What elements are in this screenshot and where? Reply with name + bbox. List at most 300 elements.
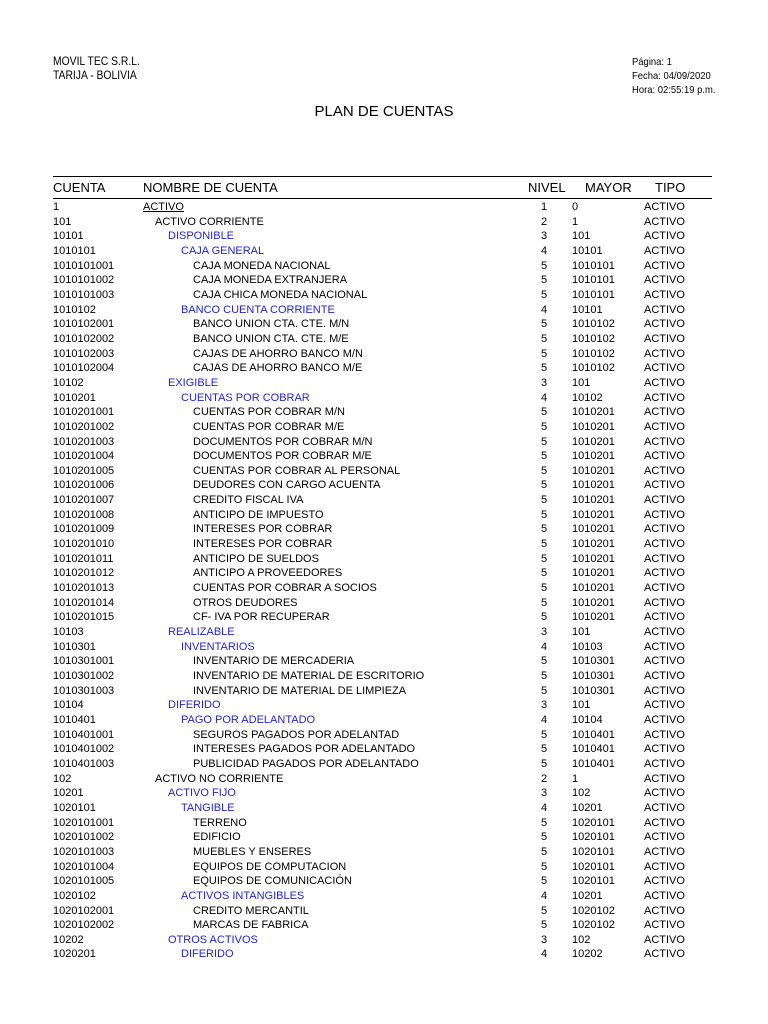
- account-level: 5: [541, 464, 548, 477]
- account-type: ACTIVO: [644, 244, 685, 257]
- account-level: 5: [541, 435, 548, 448]
- account-type: ACTIVO: [644, 332, 685, 345]
- table-row: [0, 845, 768, 860]
- account-name: MUEBLES Y ENSERES: [193, 845, 312, 858]
- accounts-table: [0, 200, 768, 962]
- account-parent: 1010102: [572, 362, 615, 375]
- table-row: [0, 816, 768, 831]
- account-level: 5: [541, 420, 548, 433]
- account-parent: 1010102: [572, 347, 615, 360]
- account-level: 4: [541, 889, 548, 902]
- account-name: CAJA CHICA MONEDA NACIONAL: [193, 288, 368, 301]
- account-type: ACTIVO: [644, 288, 685, 301]
- account-name: ACTIVOS INTANGIBLES: [181, 889, 305, 902]
- col-header-cuenta: CUENTA: [53, 180, 106, 195]
- table-row: [0, 654, 768, 669]
- account-code: 1010401: [53, 713, 96, 726]
- col-header-mayor: MAYOR: [585, 180, 632, 195]
- col-header-nivel: NIVEL: [528, 180, 566, 195]
- account-type: ACTIVO: [644, 816, 685, 829]
- account-level: 5: [541, 860, 548, 873]
- account-type: ACTIVO: [644, 435, 685, 448]
- account-code: 1010101003: [53, 288, 115, 301]
- account-level: 4: [541, 244, 548, 257]
- account-level: 5: [541, 655, 548, 668]
- account-parent: 1: [572, 772, 579, 785]
- table-row: [0, 391, 768, 406]
- account-code: 10102: [53, 376, 84, 389]
- table-row: [0, 918, 768, 933]
- account-parent: 1020101: [572, 845, 615, 858]
- account-type: ACTIVO: [644, 919, 685, 932]
- table-row: [0, 508, 768, 523]
- account-code: 1010201: [53, 391, 96, 404]
- account-parent: 10102: [572, 391, 603, 404]
- account-type: ACTIVO: [644, 728, 685, 741]
- account-parent: 1010201: [572, 464, 615, 477]
- table-row: [0, 801, 768, 816]
- account-parent: 101: [572, 376, 591, 389]
- account-code: 1020101: [53, 801, 96, 814]
- account-name: INVENTARIO DE MATERIAL DE ESCRITORIO: [193, 670, 425, 682]
- table-row: [0, 713, 768, 728]
- account-parent: 1010301: [572, 670, 615, 682]
- table-row: [0, 347, 768, 362]
- table-row: [0, 904, 768, 919]
- account-level: 5: [541, 538, 548, 551]
- account-code: 1020101003: [53, 845, 115, 858]
- account-level: 3: [541, 699, 548, 712]
- account-type: ACTIVO: [644, 860, 685, 873]
- account-name: CF- IVA POR RECUPERAR: [193, 611, 330, 624]
- account-code: 1010301001: [53, 655, 115, 668]
- account-type: ACTIVO: [644, 904, 685, 917]
- account-type: ACTIVO: [644, 655, 685, 668]
- report-meta: [632, 55, 725, 97]
- table-row: [0, 728, 768, 743]
- account-parent: 1010201: [572, 435, 615, 448]
- table-row: [0, 200, 768, 215]
- account-level: 5: [541, 670, 548, 682]
- account-name: CAJA MONEDA EXTRANJERA: [193, 274, 348, 287]
- account-code: 1010201013: [53, 582, 115, 595]
- col-header-nombre: NOMBRE DE CUENTA: [143, 180, 278, 195]
- account-type: ACTIVO: [644, 567, 685, 580]
- page-title: PLAN DE CUENTAS: [314, 103, 454, 120]
- account-type: ACTIVO: [644, 889, 685, 902]
- account-type: ACTIVO: [644, 362, 685, 375]
- account-parent: 10101: [572, 244, 603, 257]
- account-level: 5: [541, 259, 548, 272]
- header-top-rule: [53, 176, 712, 177]
- account-name: INVENTARIOS: [181, 640, 255, 653]
- account-type: ACTIVO: [644, 713, 685, 726]
- account-level: 3: [541, 787, 548, 800]
- account-code: 1020101005: [53, 875, 115, 888]
- account-level: 5: [541, 347, 548, 360]
- account-name: ACTIVO: [143, 201, 184, 213]
- account-name: TERRENO: [193, 816, 247, 829]
- table-row: [0, 464, 768, 479]
- account-level: 2: [541, 215, 548, 228]
- account-code: 1010301002: [53, 670, 115, 682]
- account-level: 5: [541, 567, 548, 580]
- table-row: [0, 361, 768, 376]
- account-code: 1010102001: [53, 318, 115, 331]
- account-name: CUENTAS POR COBRAR A SOCIOS: [193, 582, 377, 595]
- account-parent: 1010201: [572, 420, 615, 433]
- account-code: 1020102001: [53, 904, 115, 917]
- account-level: 5: [541, 479, 548, 492]
- table-row: [0, 288, 768, 303]
- table-row: [0, 522, 768, 537]
- account-level: 4: [541, 303, 548, 316]
- account-parent: 10104: [572, 713, 603, 726]
- account-code: 1010101: [53, 244, 96, 257]
- account-code: 1020101002: [53, 831, 115, 844]
- account-level: 5: [541, 332, 548, 345]
- table-row: [0, 229, 768, 244]
- account-level: 5: [541, 596, 548, 609]
- account-type: ACTIVO: [644, 845, 685, 858]
- account-level: 5: [541, 904, 548, 917]
- account-level: 5: [541, 494, 548, 507]
- account-level: 5: [541, 582, 548, 595]
- table-row: [0, 376, 768, 391]
- account-type: ACTIVO: [644, 318, 685, 331]
- account-name: CUENTAS POR COBRAR M/N: [193, 406, 345, 419]
- table-row: [0, 640, 768, 655]
- table-row: [0, 493, 768, 508]
- account-name: EQUIPOS DE COMUNICACIÓN: [193, 875, 352, 888]
- account-code: 1010201005: [53, 464, 115, 477]
- account-name: DOCUMENTOS POR COBRAR M/E: [193, 450, 372, 463]
- account-level: 5: [541, 831, 548, 844]
- account-type: ACTIVO: [644, 787, 685, 800]
- column-headers: [0, 180, 768, 196]
- account-level: 1: [541, 201, 548, 213]
- account-code: 1010101001: [53, 259, 115, 272]
- table-row: [0, 420, 768, 435]
- account-type: ACTIVO: [644, 376, 685, 389]
- account-parent: 102: [572, 787, 591, 800]
- account-type: ACTIVO: [644, 611, 685, 624]
- account-type: ACTIVO: [644, 420, 685, 433]
- col-header-tipo: TIPO: [655, 180, 686, 195]
- table-row: [0, 244, 768, 259]
- table-row: [0, 273, 768, 288]
- account-level: 3: [541, 376, 548, 389]
- account-level: 3: [541, 933, 548, 946]
- account-code: 10101: [53, 230, 84, 243]
- account-parent: 1010401: [572, 757, 615, 770]
- account-parent: 1010201: [572, 611, 615, 624]
- account-parent: 1010101: [572, 274, 615, 287]
- account-level: 5: [541, 919, 548, 932]
- account-type: ACTIVO: [644, 875, 685, 888]
- account-name: MARCAS DE FABRICA: [193, 919, 309, 932]
- account-type: ACTIVO: [644, 406, 685, 419]
- account-parent: 1010401: [572, 743, 615, 756]
- account-level: 5: [541, 743, 548, 756]
- account-level: 5: [541, 875, 548, 888]
- table-row: [0, 684, 768, 699]
- account-code: 1010201014: [53, 596, 115, 609]
- account-name: INVENTARIO DE MATERIAL DE LIMPIEZA: [193, 684, 407, 697]
- account-type: ACTIVO: [644, 596, 685, 609]
- account-level: 5: [541, 450, 548, 463]
- account-code: 1010201012: [53, 567, 115, 580]
- account-name: CREDITO MERCANTIL: [193, 904, 309, 917]
- account-code: 1010201004: [53, 450, 115, 463]
- account-name: OTROS DEUDORES: [193, 596, 298, 609]
- account-type: ACTIVO: [644, 347, 685, 360]
- account-code: 1020102: [53, 889, 96, 902]
- account-parent: 1010301: [572, 655, 615, 668]
- account-parent: 1010201: [572, 538, 615, 551]
- table-row: [0, 596, 768, 611]
- account-name: ACTIVO FIJO: [168, 787, 236, 800]
- account-parent: 101: [572, 230, 591, 243]
- account-name: INTERESES PAGADOS POR ADELANTADO: [193, 743, 416, 756]
- account-parent: 1020101: [572, 875, 615, 888]
- account-type: ACTIVO: [644, 552, 685, 565]
- account-level: 5: [541, 362, 548, 375]
- account-code: 1010201011: [53, 552, 114, 565]
- account-code: 1020102002: [53, 919, 115, 932]
- account-name: CAJAS DE AHORRO BANCO M/N: [193, 347, 363, 360]
- account-level: 4: [541, 640, 548, 653]
- account-parent: 101: [572, 626, 591, 639]
- account-name: PUBLICIDAD PAGADOS POR ADELANTADO: [193, 757, 419, 770]
- table-row: [0, 757, 768, 772]
- account-code: 1010101002: [53, 274, 115, 287]
- account-type: ACTIVO: [644, 450, 685, 463]
- account-parent: 1010201: [572, 479, 615, 492]
- account-name: REALIZABLE: [168, 626, 235, 639]
- account-code: 1010301: [53, 640, 96, 653]
- account-parent: 1010201: [572, 596, 615, 609]
- account-level: 4: [541, 713, 548, 726]
- account-code: 1010401001: [53, 728, 115, 741]
- table-row: [0, 933, 768, 948]
- account-code: 1010201003: [53, 435, 115, 448]
- account-type: ACTIVO: [644, 303, 685, 316]
- account-parent: 1010101: [572, 259, 615, 272]
- account-name: ANTICIPO DE SUELDOS: [193, 552, 319, 565]
- account-name: BANCO UNION CTA. CTE. M/N: [193, 318, 350, 331]
- account-parent: 1010102: [572, 332, 615, 345]
- account-type: ACTIVO: [644, 772, 685, 785]
- account-name: SEGUROS PAGADOS POR ADELANTAD: [193, 728, 400, 741]
- account-name: CREDITO FISCAL IVA: [193, 494, 304, 507]
- account-parent: 1020102: [572, 919, 615, 932]
- account-type: ACTIVO: [644, 743, 685, 756]
- account-type: ACTIVO: [644, 523, 685, 536]
- table-row: [0, 625, 768, 640]
- account-parent: 1010201: [572, 582, 615, 595]
- report-date: Fecha: 04/09/2020: [632, 70, 711, 82]
- account-parent: 101: [572, 699, 591, 712]
- account-parent: 10103: [572, 640, 603, 653]
- account-code: 1020101001: [53, 816, 115, 829]
- account-name: BANCO CUENTA CORRIENTE: [181, 303, 335, 316]
- account-parent: 1010301: [572, 684, 615, 697]
- account-name: ANTICIPO DE IMPUESTO: [193, 508, 324, 521]
- account-name: EXIGIBLE: [168, 376, 219, 389]
- account-type: ACTIVO: [644, 757, 685, 770]
- account-parent: 1010201: [572, 406, 615, 419]
- account-code: 1: [53, 201, 60, 213]
- account-name: BANCO UNION CTA. CTE. M/E: [193, 332, 349, 345]
- account-name: DIFERIDO: [168, 699, 221, 712]
- account-level: 4: [541, 391, 548, 404]
- account-code: 1010102004: [53, 362, 115, 375]
- account-parent: 1020101: [572, 816, 615, 829]
- account-code: 1010201010: [53, 538, 115, 551]
- account-level: 3: [541, 626, 548, 639]
- report-time: Hora: 02:55:19 p.m.: [632, 84, 716, 96]
- account-level: 4: [541, 801, 548, 814]
- header-bottom-rule: [53, 198, 712, 199]
- account-code: 102: [53, 772, 72, 785]
- account-name: DEUDORES CON CARGO ACUENTA: [193, 479, 381, 492]
- account-type: ACTIVO: [644, 464, 685, 477]
- account-name: DOCUMENTOS POR COBRAR M/N: [193, 435, 373, 448]
- account-type: ACTIVO: [644, 582, 685, 595]
- account-code: 10103: [53, 626, 84, 639]
- account-type: ACTIVO: [644, 699, 685, 712]
- account-code: 1010301003: [53, 684, 115, 697]
- account-code: 1020201: [53, 948, 96, 961]
- table-row: [0, 259, 768, 274]
- account-name: PAGO POR ADELANTADO: [181, 713, 316, 726]
- table-row: [0, 889, 768, 904]
- account-parent: 1010201: [572, 508, 615, 521]
- table-row: [0, 303, 768, 318]
- table-row: [0, 566, 768, 581]
- account-name: DISPONIBLE: [168, 230, 235, 243]
- table-row: [0, 830, 768, 845]
- account-level: 4: [541, 948, 548, 961]
- company-block: [53, 55, 150, 83]
- table-row: [0, 947, 768, 962]
- account-level: 5: [541, 845, 548, 858]
- account-type: ACTIVO: [644, 391, 685, 404]
- account-name: CUENTAS POR COBRAR AL PERSONAL: [193, 464, 401, 477]
- account-type: ACTIVO: [644, 508, 685, 521]
- table-row: [0, 332, 768, 347]
- account-level: 5: [541, 406, 548, 419]
- account-parent: 1010401: [572, 728, 615, 741]
- account-parent: 1010102: [572, 318, 615, 331]
- account-name: ACTIVO CORRIENTE: [155, 215, 264, 228]
- account-name: CAJA GENERAL: [181, 244, 265, 257]
- account-type: ACTIVO: [644, 626, 685, 639]
- table-row: [0, 405, 768, 420]
- account-parent: 1010101: [572, 288, 615, 301]
- table-row: [0, 449, 768, 464]
- company-name: MOVIL TEC S.R.L.: [53, 56, 140, 68]
- account-type: ACTIVO: [644, 640, 685, 653]
- account-level: 5: [541, 757, 548, 770]
- table-row: [0, 742, 768, 757]
- account-code: 1010102002: [53, 332, 115, 345]
- account-name: ANTICIPO A PROVEEDORES: [193, 567, 343, 580]
- account-parent: 10202: [572, 948, 603, 961]
- account-code: 1020101004: [53, 860, 115, 873]
- table-row: [0, 581, 768, 596]
- account-level: 3: [541, 230, 548, 243]
- account-type: ACTIVO: [644, 831, 685, 844]
- account-type: ACTIVO: [644, 684, 685, 697]
- account-type: ACTIVO: [644, 933, 685, 946]
- account-code: 1010201001: [53, 406, 115, 419]
- table-row: [0, 610, 768, 625]
- table-row: [0, 669, 768, 684]
- account-code: 1010401002: [53, 743, 115, 756]
- account-level: 5: [541, 508, 548, 521]
- account-parent: 1020102: [572, 904, 615, 917]
- account-parent: 1010201: [572, 494, 615, 507]
- account-level: 5: [541, 288, 548, 301]
- account-parent: 0: [572, 201, 579, 213]
- account-name: ACTIVO NO CORRIENTE: [155, 772, 284, 785]
- table-row: [0, 874, 768, 889]
- table-row: [0, 317, 768, 332]
- account-code: 1010201008: [53, 508, 115, 521]
- account-parent: 1020101: [572, 860, 615, 873]
- account-code: 1010201009: [53, 523, 115, 536]
- account-type: ACTIVO: [644, 230, 685, 243]
- table-row: [0, 772, 768, 787]
- account-type: ACTIVO: [644, 274, 685, 287]
- account-name: DIFERIDO: [181, 948, 234, 961]
- account-parent: 1010201: [572, 552, 615, 565]
- account-level: 5: [541, 611, 548, 624]
- account-parent: 102: [572, 933, 591, 946]
- account-code: 1010201015: [53, 611, 115, 624]
- account-name: EDIFICIO: [193, 831, 241, 844]
- account-code: 1010401003: [53, 757, 115, 770]
- account-name: CUENTAS POR COBRAR: [181, 391, 310, 404]
- account-code: 10104: [53, 699, 84, 712]
- company-location: TARIJA - BOLIVIA: [53, 70, 137, 82]
- account-name: CAJA MONEDA NACIONAL: [193, 259, 331, 272]
- table-row: [0, 698, 768, 713]
- account-code: 1010201002: [53, 420, 115, 433]
- account-type: ACTIVO: [644, 670, 685, 682]
- account-type: ACTIVO: [644, 201, 685, 213]
- account-level: 5: [541, 728, 548, 741]
- account-name: CUENTAS POR COBRAR M/E: [193, 420, 345, 433]
- account-code: 101: [53, 215, 72, 228]
- account-type: ACTIVO: [644, 538, 685, 551]
- account-level: 2: [541, 772, 548, 785]
- account-level: 5: [541, 274, 548, 287]
- account-level: 5: [541, 523, 548, 536]
- account-parent: 10201: [572, 801, 603, 814]
- account-code: 1010201007: [53, 494, 115, 507]
- account-name: CAJAS DE AHORRO BANCO M/E: [193, 362, 363, 375]
- account-level: 5: [541, 816, 548, 829]
- account-type: ACTIVO: [644, 215, 685, 228]
- account-level: 5: [541, 552, 548, 565]
- page-number: Página: 1: [632, 56, 672, 68]
- table-row: [0, 435, 768, 450]
- account-name: INVENTARIO DE MERCADERIA: [193, 655, 355, 668]
- account-name: INTERESES POR COBRAR: [193, 538, 333, 551]
